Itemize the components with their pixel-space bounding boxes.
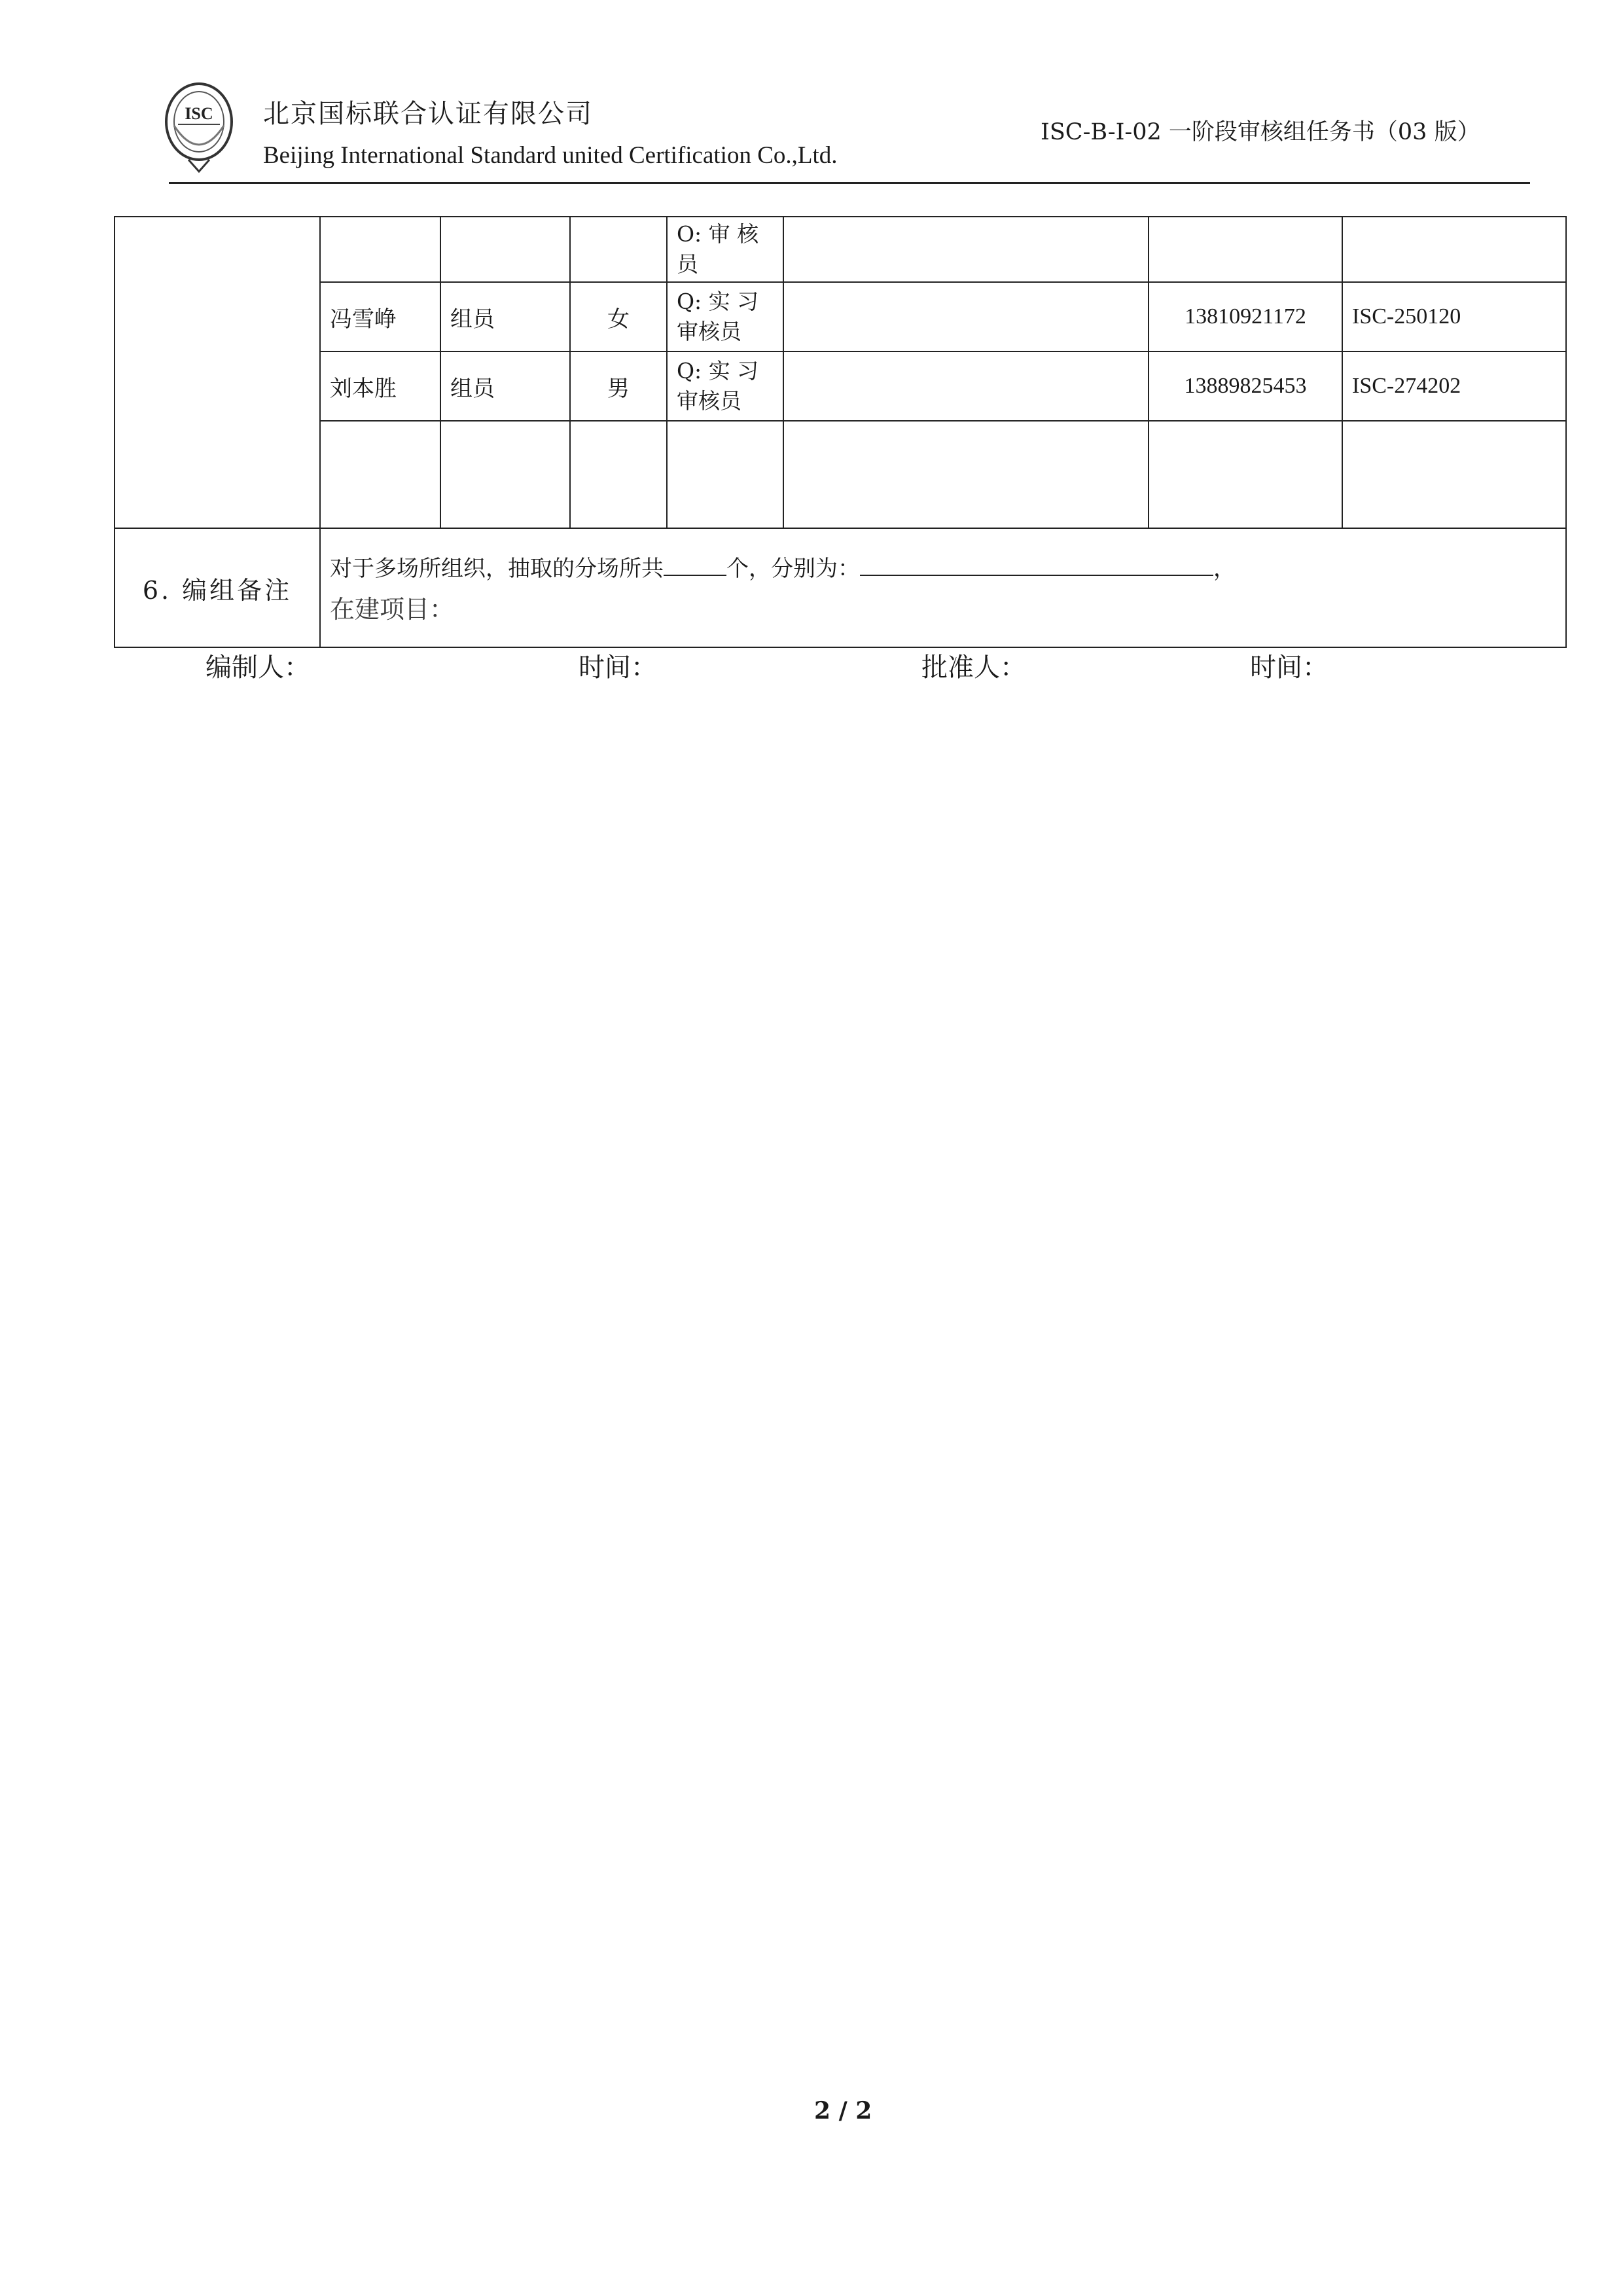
notes-content — [320, 528, 1566, 647]
member-role — [440, 421, 570, 528]
member-extra — [783, 351, 1149, 421]
table-row — [115, 351, 1566, 421]
member-role: 组员 — [440, 351, 570, 421]
member-reg-no — [1342, 217, 1566, 282]
page-number: 2 / 2 — [814, 2097, 872, 2125]
compiler-label: 编制人： — [205, 653, 310, 683]
member-qualification — [667, 421, 783, 528]
header-divider — [169, 182, 1530, 184]
member-phone — [1149, 421, 1342, 528]
audit-team-table — [114, 216, 1567, 648]
member-gender: 女 — [570, 282, 667, 351]
member-reg-no: ISC-250120 — [1342, 282, 1566, 351]
member-role — [440, 217, 570, 282]
logo-text: ISC — [185, 104, 213, 123]
member-qualification: Q: 实 习 审核员 — [667, 282, 783, 351]
member-qualification: O: 审 核 员 — [667, 217, 783, 282]
time-label-2: 时间： — [1250, 653, 1329, 683]
member-name: 冯雪峥 — [320, 282, 440, 351]
member-name — [320, 217, 440, 282]
multi-site-suffix: ， — [1213, 556, 1236, 582]
table-row — [115, 282, 1566, 351]
member-phone: 13810921172 — [1149, 282, 1342, 351]
member-qualification: Q: 实 习 审核员 — [667, 351, 783, 421]
site-count-blank[interactable] — [664, 559, 726, 576]
approver-label: 批准人： — [921, 653, 1026, 683]
member-extra — [783, 282, 1149, 351]
member-extra — [783, 217, 1149, 282]
member-reg-no — [1342, 421, 1566, 528]
table-row — [115, 528, 1566, 647]
member-reg-no: ISC-274202 — [1342, 351, 1566, 421]
multi-site-mid: 个，分别为： — [726, 556, 860, 582]
table-row — [115, 217, 1566, 282]
member-phone: 13889825453 — [1149, 351, 1342, 421]
member-name: 刘本胜 — [320, 351, 440, 421]
construction-project-label: 在建项目： — [330, 595, 455, 624]
multi-site-prefix: 对于多场所组织，抽取的分场所共 — [330, 556, 664, 582]
member-role: 组员 — [440, 282, 570, 351]
member-phone — [1149, 217, 1342, 282]
site-list-blank[interactable] — [860, 559, 1213, 576]
member-gender — [570, 217, 667, 282]
table-row — [115, 421, 1566, 528]
member-name — [320, 421, 440, 528]
document-code: ISC-B-I-02 一阶段审核组任务书（03 版） — [1041, 119, 1480, 145]
time-label-1: 时间： — [579, 653, 657, 683]
section-label-cell — [115, 217, 320, 528]
member-gender — [570, 421, 667, 528]
member-gender: 男 — [570, 351, 667, 421]
multi-site-note — [330, 550, 1556, 583]
company-name-en: Beijing International Standard united Certification Co.,Ltd. — [263, 142, 838, 169]
company-name-cn: 北京国标联合认证有限公司 — [263, 99, 593, 129]
member-extra — [783, 421, 1149, 528]
company-logo-icon — [162, 80, 236, 175]
notes-label: 6. 编组备注 — [115, 528, 320, 647]
